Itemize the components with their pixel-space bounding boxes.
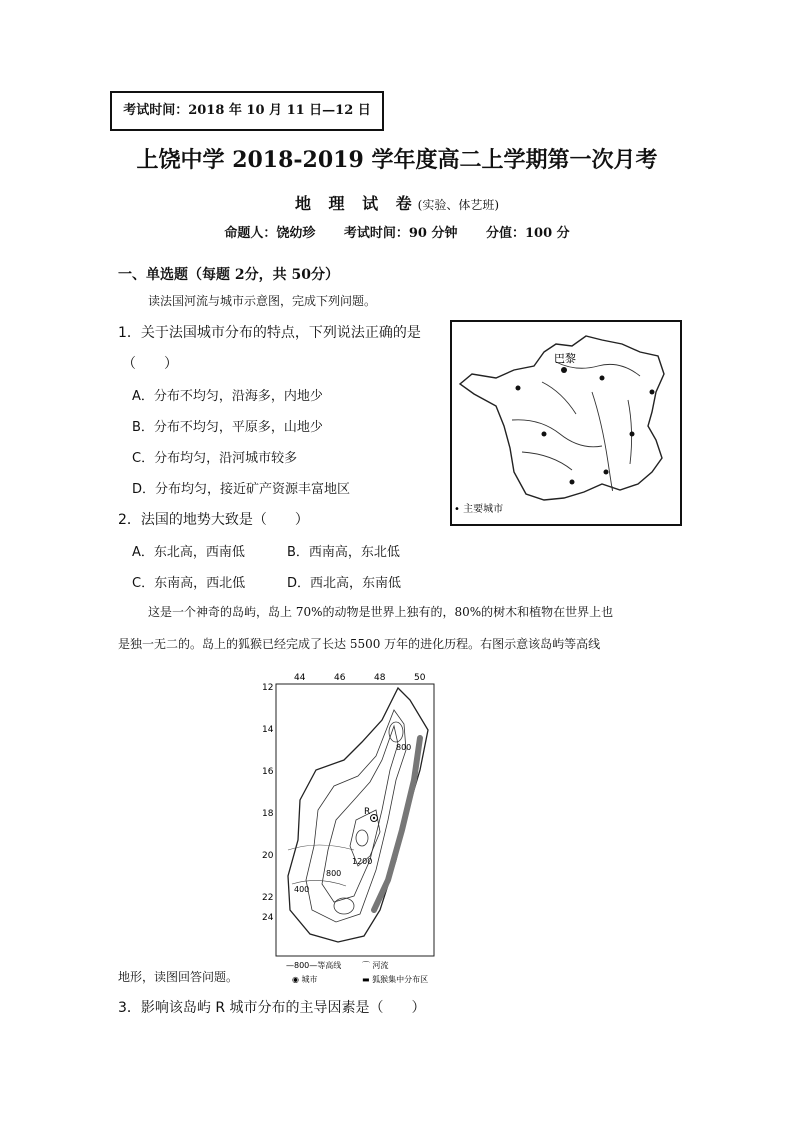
legend-lemur: ▬ 狐猴集中分布区: [362, 975, 429, 984]
france-legend: • 主要城市: [454, 504, 504, 515]
lat-tick-16: 16: [262, 767, 274, 777]
lat-tick-22: 22: [262, 893, 274, 903]
q2-option-c: C．东南高，西北低: [132, 576, 246, 591]
lon-tick-44: 44: [294, 673, 306, 683]
q1-paren: （ ）: [122, 356, 178, 372]
q1-option-d: D．分布均匀，接近矿产资源丰富地区: [132, 482, 351, 497]
q1-option-a: A．分布不均匀，沿海多，内地少: [132, 389, 323, 404]
q2-stem: 2．法国的地势大致是（ ）: [118, 512, 309, 528]
lat-tick-20: 20: [262, 851, 274, 861]
france-map: [450, 320, 682, 526]
intro-text: 读法国河流与城市示意图，完成下列问题。: [148, 294, 377, 308]
lon-tick-50: 50: [414, 673, 426, 683]
lat-tick-14: 14: [262, 725, 274, 735]
contour-label-800: 800: [326, 869, 342, 878]
q2-option-a: A．东北高，西南低: [132, 545, 245, 560]
island-contour-map: [258, 670, 480, 990]
lat-tick-24: 24: [262, 913, 274, 923]
page-title: 上饶中学 2018-2019 学年度高二上学期第一次月考: [136, 147, 658, 173]
q1-option-b: B．分布不均匀，平原多，山地少: [132, 420, 323, 435]
contour-label-1200: 1200: [352, 857, 373, 866]
score: 分值：100 分: [486, 226, 570, 241]
q3-stem: 3．影响该岛屿 R 城市分布的主导因素是（ ）: [118, 1000, 426, 1016]
exam-time-box: 考试时间：2018 年 10 月 11 日—12 日: [110, 91, 384, 131]
q2-option-d: D．西北高，东南低: [287, 576, 402, 591]
contour-label-800-north: 800: [396, 743, 412, 752]
france-map-drawing: [452, 322, 680, 524]
lon-tick-48: 48: [374, 673, 386, 683]
q1-option-c: C．分布均匀，沿河城市较多: [132, 451, 298, 466]
passage-line-3: 地形，读图回答问题。: [118, 970, 239, 984]
legend-river: ⌒ 河流: [362, 961, 389, 970]
q2-option-b: B．西南高，东北低: [287, 545, 400, 560]
lon-tick-46: 46: [334, 673, 346, 683]
q1-stem: 1．关于法国城市分布的特点，下列说法正确的是: [118, 325, 421, 341]
legend-city: ◉ 城市: [292, 975, 318, 984]
passage-line-1: 这是一个神奇的岛屿，岛上 70%的动物是世界上独有的，80%的树木和植物在世界上也: [148, 605, 614, 619]
lat-tick-18: 18: [262, 809, 274, 819]
duration: 考试时间：90 分钟: [343, 226, 458, 241]
paris-label: 巴黎: [554, 352, 576, 365]
legend-contour: —800—等高线: [286, 961, 342, 970]
subject-title: [0, 191, 794, 214]
contour-label-400: 400: [294, 885, 310, 894]
author: 命题人：饶幼珍: [224, 226, 316, 241]
class-note: (实验、体艺班): [417, 198, 500, 212]
island-map-drawing: [258, 670, 480, 990]
section-title: 一、单选题（每题 2分，共 50分）: [118, 267, 339, 283]
exam-info: [0, 222, 794, 241]
subject-name: 地 理 试 卷: [294, 194, 418, 213]
city-r-label: R: [364, 807, 371, 817]
lat-tick-12: 12: [262, 683, 274, 693]
lemur-zone: [374, 738, 420, 910]
passage-line-2: 是独一无二的。岛上的狐猴已经完成了长达 5500 万年的进化历程。右图示意该岛屿等高线: [118, 637, 601, 651]
